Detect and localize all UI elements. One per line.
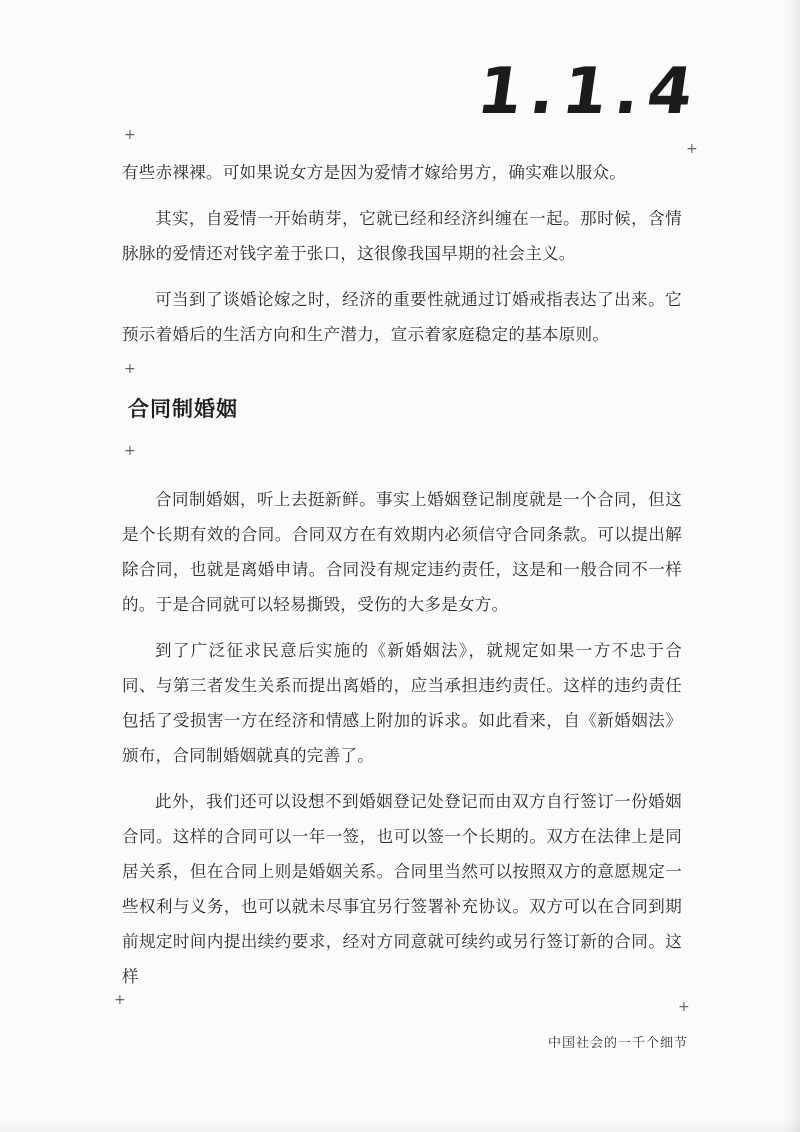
crop-mark-bottom-right: + [678,999,690,1015]
paragraph: 可当到了谈婚论嫁之时，经济的重要性就通过订婚戒指表达了出来。它预示着婚后的生活方向和生产潜力，宣示着家庭稳定的基本原则。 [122,290,682,344]
page-edge-shadow [782,0,800,1132]
page-bottom-shadow [0,1118,800,1132]
continued-text-block [122,155,682,363]
paragraph-continued: 有些赤裸裸。可如果说女方是因为爱情才嫁给男方，确实难以服众。 [122,163,626,182]
crop-mark-bottom-left: + [114,992,126,1008]
paragraph: 合同制婚姻，听上去挺新鲜。事实上婚姻登记制度就是一个合同，但这是个长期有效的合同。合同双方在有效期内必须信守合同条款。可以提出解除合同，也就是离婚申请。合同没有规定违约责任，这是和一般合同不一样的。于是合同就可以轻易撕毁，受伤的大多是女方。 [122,490,682,614]
crop-mark-top-left: + [124,127,136,143]
crop-mark-mid-left: + [124,361,136,377]
paragraph: 此外，我们还可以设想不到婚姻登记处登记而由双方自行签订一份婚姻合同。这样的合同可以一年一签，也可以签一个长期的。双方在法律上是同居关系，但在合同上则是婚姻关系。合同里当然可以按照双方的意愿规定一些权利与义务，也可以就未尽事宜另行签署补充协议。双方可以在合同到期前规定时间内提出续约要求，经对方同意就可续约或另行签订新的合同。这样 [122,792,682,986]
page-number: 1.1.4 [472,55,706,129]
paragraph: 其实，自爱情一开始萌芽，它就已经和经济纠缠在一起。那时候，含情脉脉的爱情还对钱字羞于张口，这很像我国早期的社会主义。 [122,209,682,263]
running-footer-book-title: 中国社会的一千个细节 [547,1036,688,1051]
crop-mark-top-right: + [686,141,698,157]
paragraph: 到了广泛征求民意后实施的《新婚姻法》，就规定如果一方不忠于合同、与第三者发生关系而提出离婚的，应当承担违约责任。这样的违约责任包括了受损害一方在经济和情感上附加的诉求。如此看来，自《新婚姻法》颁布，合同制婚姻就真的完善了。 [122,641,682,765]
crop-mark-section-left: + [124,443,136,459]
section-text-block [122,482,682,1005]
section-heading: 合同制婚姻 [128,397,238,421]
